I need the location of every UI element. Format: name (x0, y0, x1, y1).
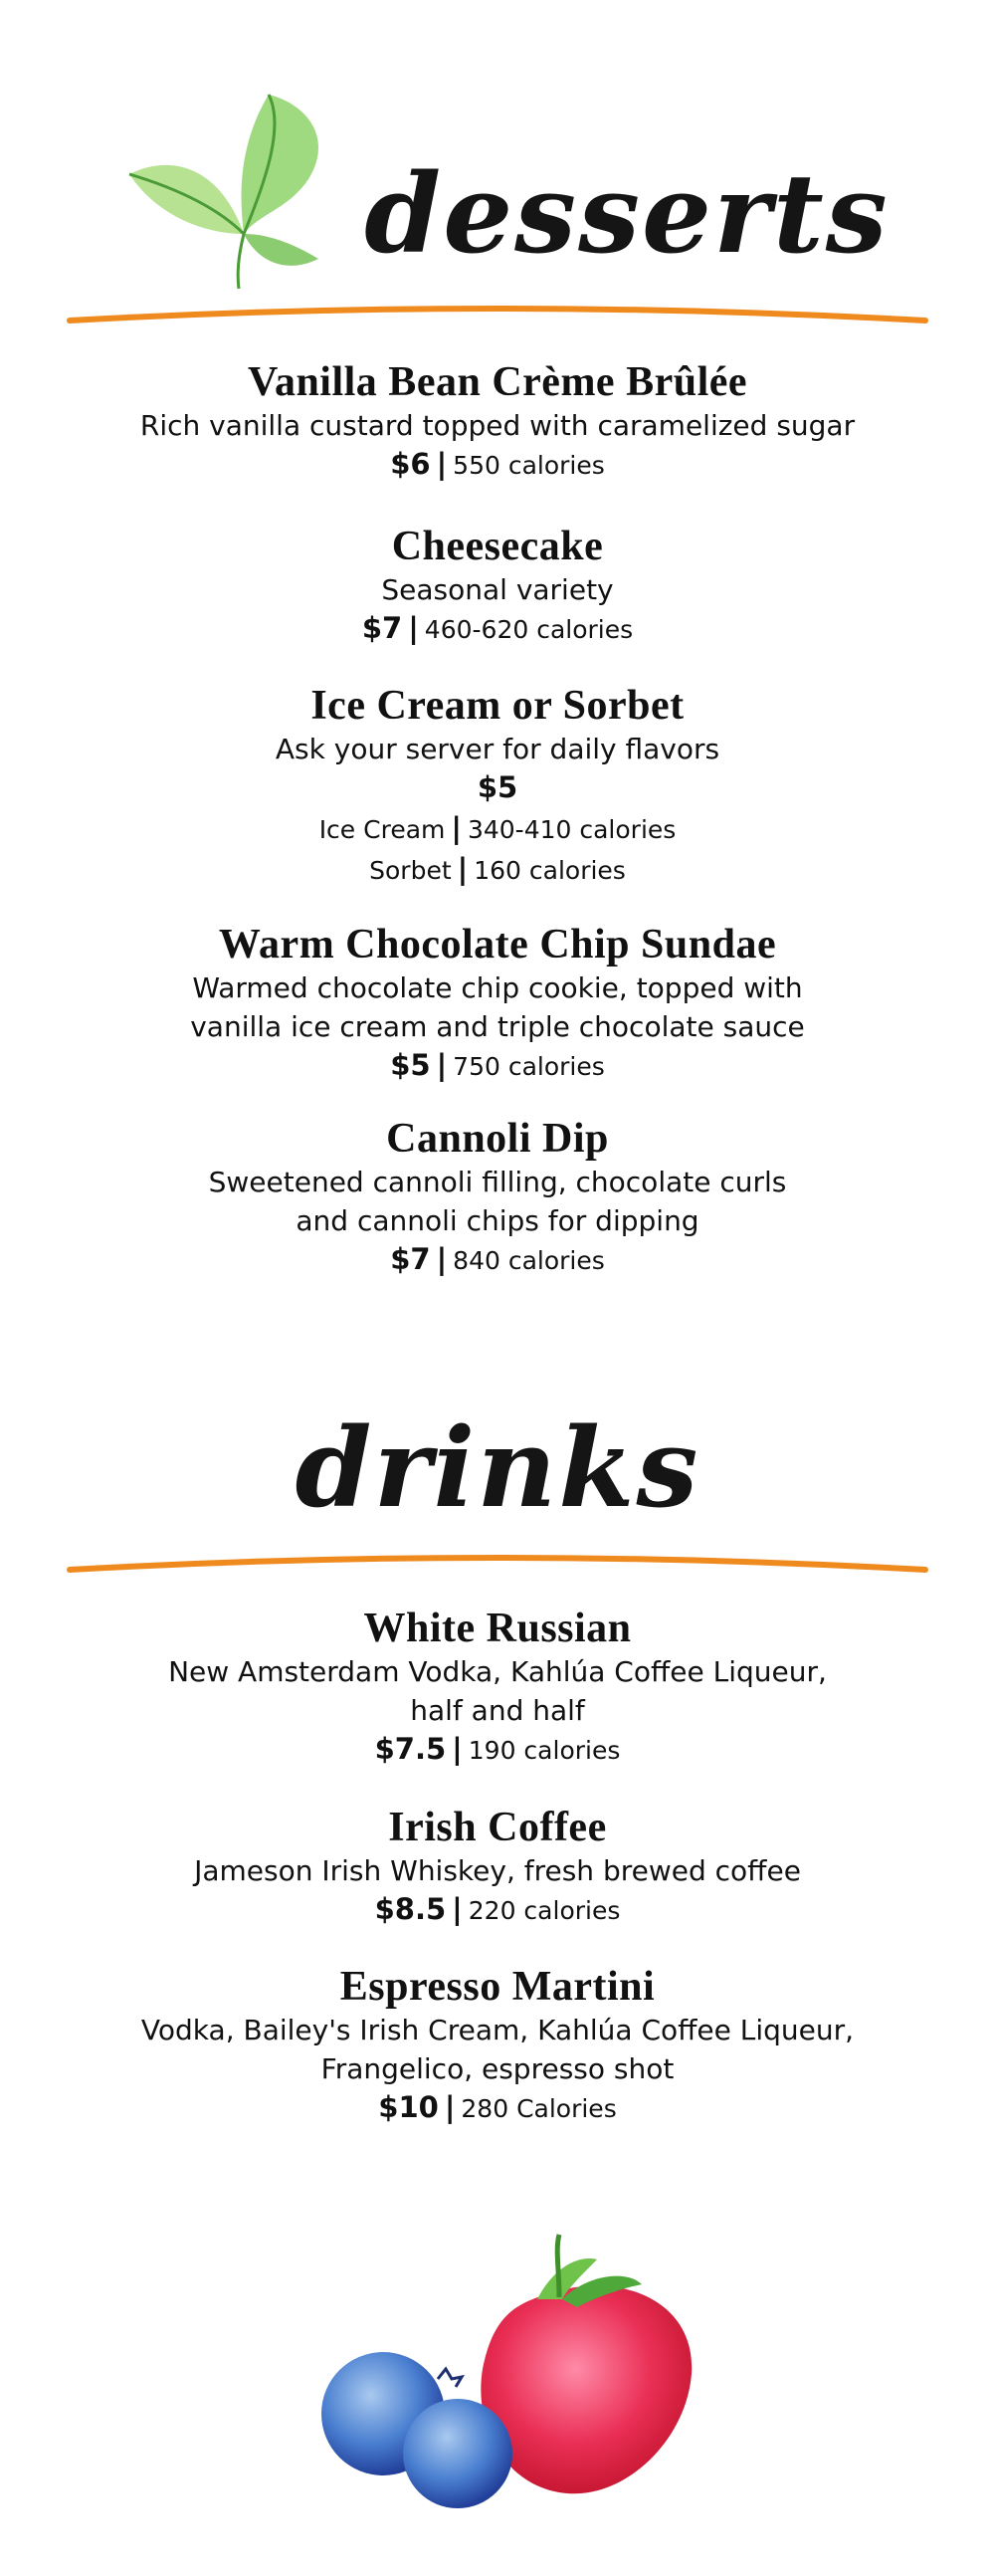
sorbet-calories: 160 calories (474, 856, 626, 885)
separator: | (457, 852, 469, 886)
menu-item (0, 1963, 995, 2129)
blueberry-icon (403, 2399, 512, 2508)
item-description: Vodka, Bailey's Irish Cream, Kahlúa Coffee Liqueur, (140, 2014, 855, 2046)
item-description: half and half (410, 1694, 585, 1727)
strawberry-icon (481, 2285, 692, 2493)
item-price: $5 (477, 770, 518, 804)
item-description: Jameson Irish Whiskey, fresh brewed coffee (194, 1854, 801, 1887)
item-name: Vanilla Bean Crème Brûlée (247, 359, 748, 405)
item-description: Sweetened cannoli filling, chocolate curls (208, 1166, 787, 1198)
separator: | (436, 1242, 448, 1276)
item-price: $7 (390, 1242, 431, 1276)
item-name: Espresso Martini (339, 1964, 656, 2010)
item-description: Ask your server for daily flavors (275, 733, 720, 765)
orange-divider (0, 299, 995, 328)
item-name: Ice Cream or Sorbet (310, 683, 685, 729)
separator: | (452, 1892, 463, 1926)
item-name: Irish Coffee (388, 1805, 607, 1850)
item-price: $5 (390, 1048, 431, 1082)
item-price: $6 (390, 447, 431, 481)
desserts-title: desserts (364, 149, 890, 278)
item-price: $7.5 (374, 1732, 447, 1766)
item-description: vanilla ice cream and triple chocolate sauce (190, 1010, 805, 1043)
ice-cream-calories: 340-410 calories (467, 815, 677, 844)
drinks-title: drinks (295, 1403, 700, 1532)
menu-item (0, 1605, 995, 1771)
item-calories: 550 calories (453, 451, 605, 480)
menu-item (0, 1115, 995, 1281)
orange-divider (0, 1548, 995, 1578)
separator: | (436, 447, 448, 481)
item-description: Rich vanilla custard topped with caramelized sugar (139, 409, 856, 442)
item-description: Seasonal variety (381, 573, 614, 606)
menu-item (0, 921, 995, 1087)
menu-item (0, 523, 995, 650)
item-description: Frangelico, espresso shot (320, 2052, 675, 2085)
separator: | (452, 1732, 463, 1766)
menu-item (0, 1804, 995, 1931)
menu-item (0, 682, 995, 891)
item-calories: 280 Calories (461, 2094, 617, 2123)
sorbet-label: Sorbet (369, 856, 452, 885)
item-price: $8.5 (374, 1892, 447, 1926)
item-calories: 220 calories (468, 1896, 621, 1925)
item-name: Warm Chocolate Chip Sundae (218, 922, 777, 967)
item-description: Warmed chocolate chip cookie, topped with (192, 971, 803, 1004)
fruit-illustration (298, 2200, 716, 2528)
menu-item (0, 358, 995, 486)
separator: | (444, 2090, 456, 2124)
item-name: White Russian (363, 1606, 632, 1651)
item-name: Cannoli Dip (386, 1116, 609, 1162)
item-calories: 190 calories (468, 1736, 621, 1765)
item-description: New Amsterdam Vodka, Kahlúa Coffee Liqueur, (168, 1655, 827, 1688)
item-price: $10 (378, 2090, 439, 2124)
item-calories: 840 calories (453, 1246, 605, 1275)
separator: | (408, 611, 419, 645)
item-price: $7 (361, 611, 403, 645)
item-calories: 460-620 calories (424, 615, 634, 644)
separator: | (436, 1048, 448, 1082)
separator: | (451, 811, 462, 845)
item-name: Cheesecake (391, 524, 604, 569)
ice-cream-label: Ice Cream (318, 815, 446, 844)
item-description: and cannoli chips for dipping (296, 1204, 699, 1237)
item-calories: 750 calories (453, 1052, 605, 1081)
